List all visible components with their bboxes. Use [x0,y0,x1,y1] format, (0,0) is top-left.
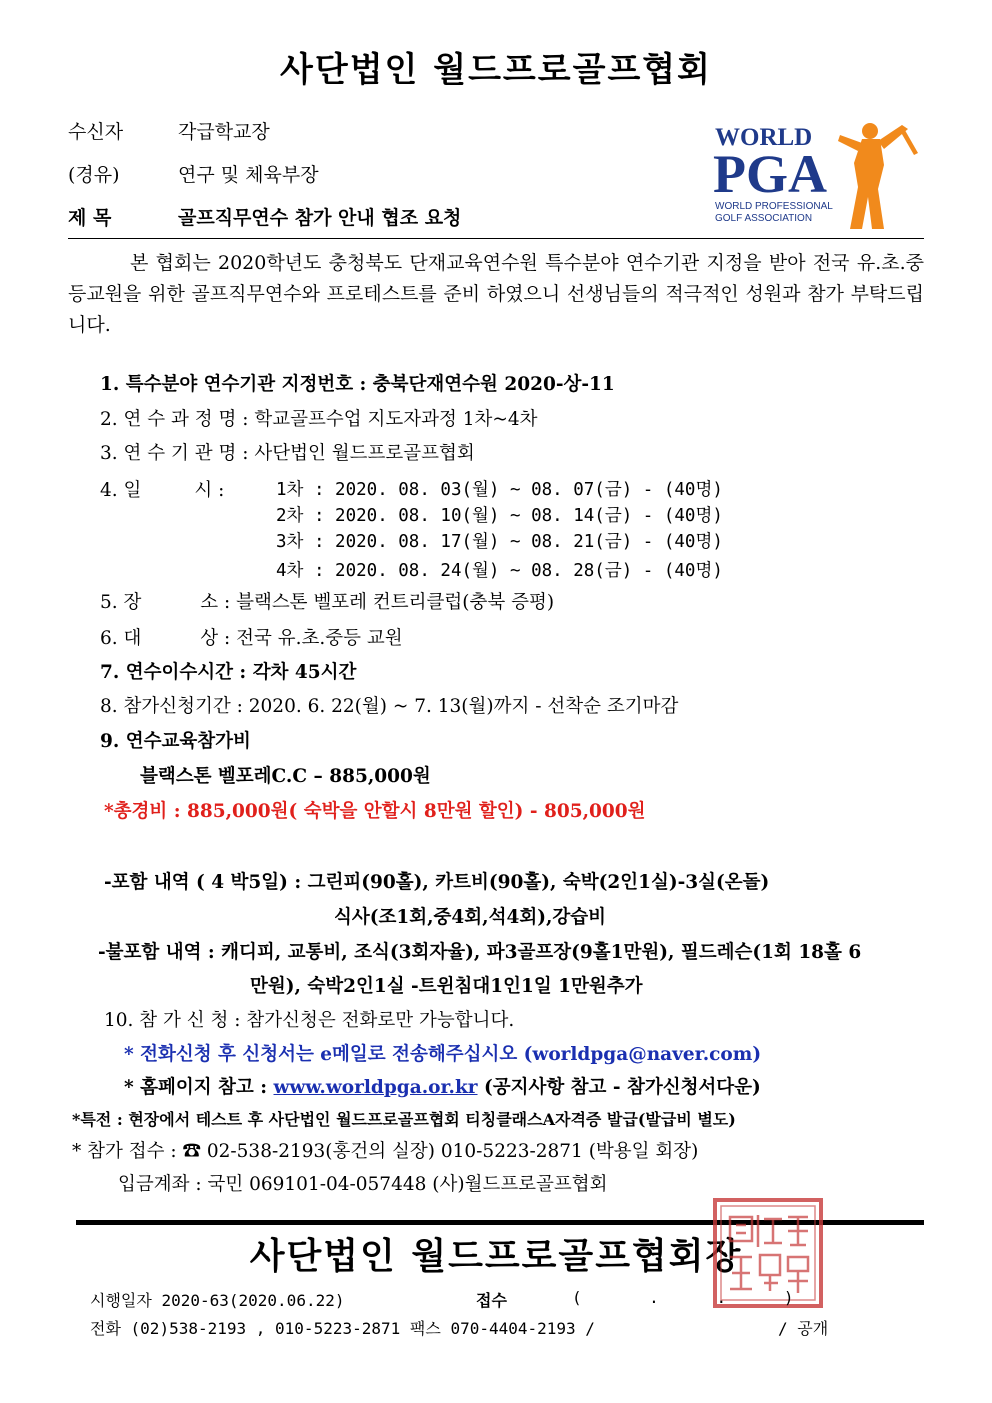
included-line-2: 식사(조1회,중4회,석4회),강습비 [334,907,607,928]
email-note: * 전화신청 후 신청서는 e메일로 전송해주십시오 (worldpga@naver.com) [124,1044,762,1065]
homepage-link[interactable]: www.worldpga.or.kr [273,1077,478,1098]
recipient-row [68,117,668,143]
item-1: 1. 특수분야 연수기관 지정번호 : 충북단재연수원 2020-상-11 [100,374,615,395]
document-number: 시행일자 2020-63(2020.06.22) [90,1291,345,1310]
subject-row [68,203,668,229]
receipt-label: 접수 [476,1291,507,1310]
item-6: 6. 대 상 : 전국 유.초.중등 교원 [100,628,403,649]
recipient-value: 각급학교장 [178,121,270,143]
logo-text-association: GOLF ASSOCIATION [715,213,813,224]
excluded-line-1: -불포함 내역 : 캐디피, 교통비, 조식(3회자율), 파3골프장(9홀1만원), 필드레슨(1회 18홀 6 [98,942,862,963]
logo-text-world: WORLD [715,124,813,151]
logo-text-professional: WORLD PROFESSIONAL [715,201,833,212]
item-5: 5. 장 소 : 블랙스톤 벨포레 컨트리클럽(충북 증평) [100,592,555,613]
item-3: 3. 연 수 기 관 명 : 사단법인 월드프로골프협회 [100,443,475,464]
recipient-label: 수신자 [68,121,124,143]
fee-line: 블랙스톤 벨포레C.C – 885,000원 [140,766,431,787]
item-8: 8. 참가신청기간 : 2020. 6. 22(월) ~ 7. 13(월)까지 - 선착순 조기마감 [100,696,679,717]
subject-label: 제 목 [68,207,112,229]
via-row [68,160,668,186]
item-9: 9. 연수교육참가비 [100,731,251,752]
receipt-blank: ( . . ) [572,1288,794,1307]
subject-value: 골프직무연수 참가 안내 협조 요청 [178,207,462,229]
item-10: 10. 참 가 신 청 : 참가신청은 전화로만 가능합니다. [104,1010,515,1031]
intro-text: 본 협회는 2020학년도 충청북도 단재교육연수원 특수분야 연수기관 지정을 받아 전국 유.초.중등교원을 위한 골프직무연수와 프로테스트를 준비 하였으니 선생님들의 적극적인 성원과 참가 부탁드립니다. [68,252,924,336]
homepage-suffix: (공지사항 참고 - 참가신청서다운) [477,1077,761,1098]
intro-paragraph [68,248,924,341]
item-4-label: 4. 일 시 : [100,480,225,501]
homepage-line [124,1073,761,1099]
contact-line: * 참가 접수 : ☎ 02-538-2193(홍건의 실장) 010-5223-2871 (박용일 회장) [72,1141,699,1162]
item-7: 7. 연수이수시간 : 각차 45시간 [100,662,357,683]
item-2: 2. 연 수 과 정 명 : 학교골프수업 지도자과정 1차~4차 [100,409,538,430]
bank-account-line: 입금계좌 : 국민 069101-04-057448 (사)월드프로골프협회 [118,1174,608,1195]
header-divider [68,238,924,239]
homepage-prefix: * 홈페이지 참고 : [124,1077,274,1098]
via-label: (경유) [68,164,120,186]
world-pga-logo [712,113,922,231]
footer-phone-fax: 전화 (02)538-2193 , 010-5223-2871 팩스 070-4404-2193 / [90,1319,595,1338]
schedule-2: 2차 : 2020. 08. 10(월) ~ 08. 14(금) - (40명) [276,506,723,526]
via-value: 연구 및 체육부장 [178,164,319,186]
total-cost-line: *총경비 : 885,000원( 숙박을 안할시 8만원 할인) - 805,000원 [104,801,646,822]
schedule-4: 4차 : 2020. 08. 24(월) ~ 08. 28(금) - (40명) [276,561,723,581]
footer-title: 사단법인 월드프로골프협회장 [249,1235,743,1277]
special-benefit: *특전 : 현장에서 테스트 후 사단법인 월드프로골프협회 티칭클래스A자격증 발급(발급비 별도) [72,1110,736,1129]
golfer-icon [712,113,922,231]
schedule-1: 1차 : 2020. 08. 03(월) ~ 08. 07(금) - (40명) [276,480,723,500]
included-line-1: -포함 내역 ( 4 박5일) : 그린피(90홀), 카트비(90홀), 숙박(2인1실)-3실(온돌) [104,872,770,893]
logo-text-pga: PGA [713,144,827,204]
seal-text: 월드프로골프협회장인 [712,1197,722,1198]
page-title: 사단법인 월드프로골프협회 [280,50,712,90]
excluded-line-2: 만원), 숙박2인1실 -트윈침대1인1일 1만원추가 [250,976,643,997]
footer-public: / 공개 [778,1319,829,1338]
schedule-3: 3차 : 2020. 08. 17(월) ~ 08. 21(금) - (40명) [276,532,723,552]
